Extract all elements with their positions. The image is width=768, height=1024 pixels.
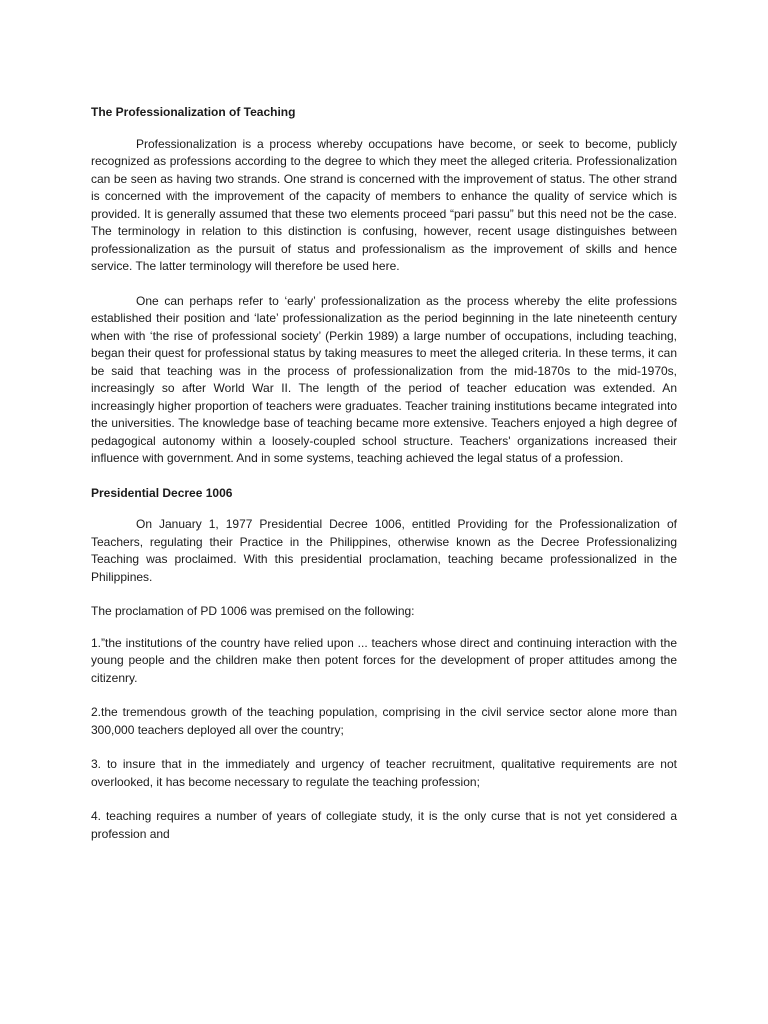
- document-page: [91, 104, 677, 860]
- section-heading-professionalization: The Professionalization of Teaching: [91, 105, 296, 119]
- premise-item-2: 2.the tremendous growth of the teaching population, comprising in the civil service sector alone more than 300,000 teachers deployed all over the country;: [91, 705, 677, 737]
- premise-item-4: 4. teaching requires a number of years of collegiate study, it is the only curse that is not yet considered a profession and: [91, 809, 677, 841]
- premise-item-3: 3. to insure that in the immediately and urgency of teacher recruitment, qualitative requirements are not overlooked, it has become necessary to regulate the teaching profession;: [91, 757, 677, 789]
- paragraph-pd-1006-proclamation: On January 1, 1977 Presidential Decree 1006, entitled Providing for the Professionalization of Teachers, regulating their Practice in the Philippines, otherwise known as the Decree Professionalizing Teaching was proclaimed. With this presidential proclamation, teaching became professionalized in the Philippines.: [91, 517, 677, 584]
- paragraph-professionalization-definition: Professionalization is a process whereby occupations have become, or seek to become, publicly recognized as professions according to the degree to which they meet the alleged criteria. Professionalization can be seen as having two strands. One strand is concerned with the improvement of status. The other strand is concerned with the improvement of the capacity of members to enhance the quality of service which is provided. It is generally assumed that these two elements proceed “pari passu” but this need not be the case. The terminology in relation to this distinction is confusing, however, recent usage distinguishes between professionalization as the pursuit of status and professionalism as the improvement of skills and hence service. The latter terminology will therefore be used here.: [91, 136, 677, 273]
- premise-intro: The proclamation of PD 1006 was premised on the following:: [91, 604, 415, 618]
- premise-item-1: 1.”the institutions of the country have relied upon ... teachers whose direct and continuing interaction with the young people and the children make then potent forces for the development of proper attitudes among the citizenry.: [91, 635, 677, 685]
- section-heading-pd-1006: Presidential Decree 1006: [91, 485, 233, 500]
- paragraph-early-late-professionalization: One can perhaps refer to ‘early’ professionalization as the process whereby the elite professions established their position and ‘late’ professionalization as the period beginning in the late nineteenth century when with ‘the rise of professional society’ (Perkin 1989) a large number of occupations, including teaching, began their quest for professional status by taking measures to meet the alleged criteria. In these terms, it can be said that teaching was in the process of professionalization from the mid-1870s to the mid-1970s, increasingly so after World War II. The length of the period of teacher education was extended. An increasingly higher proportion of teachers were graduates. Teacher training institutions became integrated into the universities. The knowledge base of teaching became more extensive. Teachers enjoyed a high degree of pedagogical autonomy within a loosely-coupled school structure. Teachers' organizations increased their influence with government. And in some systems, teaching achieved the legal status of a profession.: [91, 293, 677, 465]
